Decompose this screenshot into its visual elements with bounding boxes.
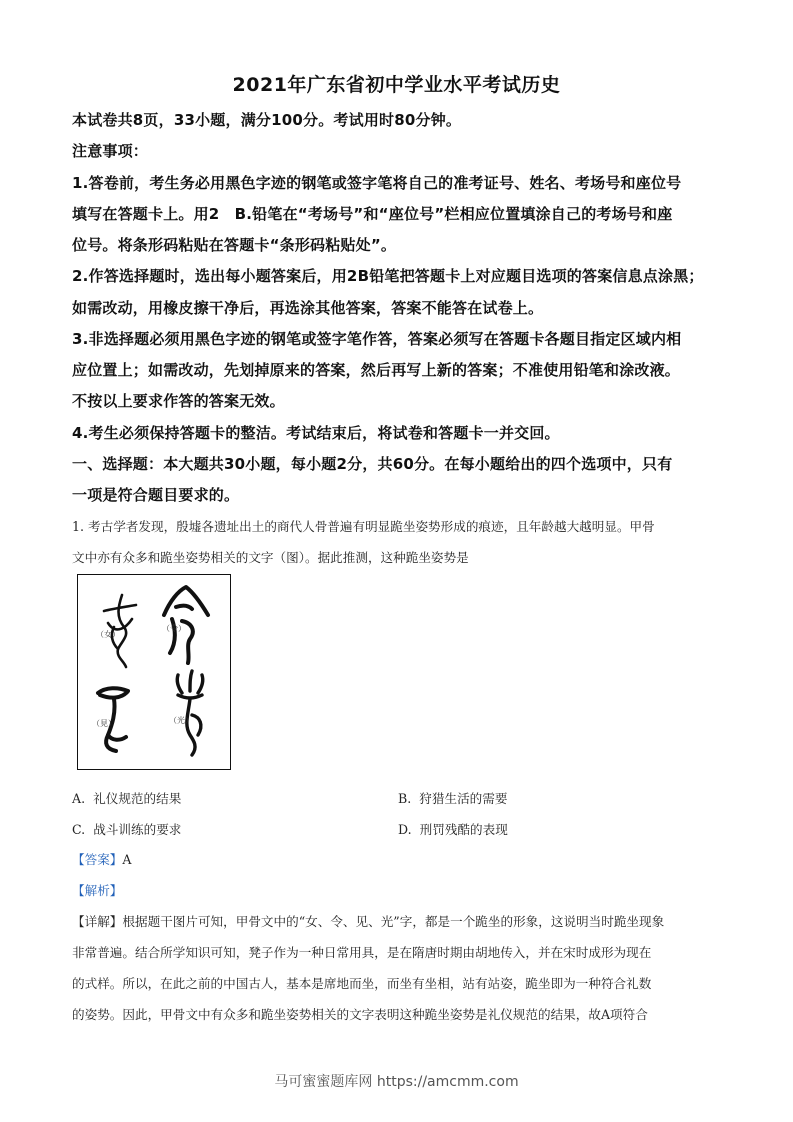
section-heading-line-2: 一项是符合题目要求的。	[72, 486, 240, 504]
notice-item-4: 4.考生必须保持答题卡的整洁。考试结束后，将试卷和答题卡一并交回。	[72, 424, 560, 442]
option-c	[72, 819, 181, 838]
caption-guang: （光）	[169, 716, 193, 725]
detail-line-1: 【详解】根据题干图片可知，甲骨文中的“女、令、见、光”字，都是一个跪坐的形象，这说明当时跪坐现象	[72, 914, 665, 929]
site-footer: 马可蜜蜜题库网 https://amcmm.com	[274, 1074, 519, 1090]
option-a-letter: A.	[72, 791, 86, 806]
option-a-text: 礼仪规范的结果	[93, 791, 182, 806]
glyph-guang	[177, 671, 203, 755]
detail-line-4: 的姿势。因此，甲骨文中有众多和跪坐姿势相关的文字表明这种跪坐姿势是礼仪规范的结果，故A项符合	[72, 1007, 648, 1022]
answer-tag: 【答案】	[72, 852, 123, 867]
section-heading-line-1: 一、选择题：本大题共30小题，每小题2分，共60分。在每小题给出的四个选项中，只有	[72, 455, 673, 473]
caption-ling: （令）	[162, 624, 186, 633]
detail-line-3: 的式样。所以，在此之前的中国古人，基本是席地而坐，而坐有坐相，站有站姿，跪坐即为一种符合礼数	[72, 976, 652, 991]
option-b-letter: B.	[398, 791, 412, 806]
question-1-stem-line-2: 文中亦有众多和跪坐姿势相关的文字（图）。据此推测，这种跪坐姿势是	[72, 550, 469, 565]
notice-item-1-line-2: 填写在答题卡上。用2 B.铅笔在“考场号”和“座位号”栏相应位置填涂自己的考场号和座	[72, 205, 673, 223]
detail-line-2: 非常普遍。结合所学知识可知，凳子作为一种日常用具，是在隋唐时期由胡地传入，并在宋时成形为现在	[72, 945, 652, 960]
notice-item-2-line-2: 如需改动，用橡皮擦干净后，再选涂其他答案，答案不能答在试卷上。	[72, 299, 544, 317]
oracle-bone-glyphs	[78, 575, 232, 771]
option-b	[398, 788, 507, 807]
option-d-letter: D.	[398, 822, 412, 837]
option-d	[398, 819, 508, 838]
notice-item-3-line-3: 不按以上要求作答的答案无效。	[72, 392, 285, 410]
option-c-text: 战斗训练的要求	[93, 822, 182, 837]
question-1-stem-line-1: 1. 考古学者发现，殷墟各遗址出土的商代人骨普遍有明显跪坐姿势形成的痕迹，且年龄越大越明显。甲骨	[72, 519, 655, 534]
answer-line	[72, 849, 131, 868]
notice-item-3-line-2: 应位置上；如需改动，先划掉原来的答案，然后再写上新的答案；不准使用铅笔和涂改液。	[72, 361, 681, 379]
option-c-letter: C.	[72, 822, 86, 837]
notice-item-1-line-1: 1.答卷前，考生务必用黑色字迹的钢笔或签字笔将自己的准考证号、姓名、考场号和座位号	[72, 174, 682, 192]
caption-nv: （女）	[96, 630, 120, 639]
oracle-bone-figure	[77, 574, 231, 770]
option-d-text: 刑罚残酷的表现	[419, 822, 508, 837]
option-a	[72, 788, 181, 807]
answer-value: A	[122, 852, 132, 867]
exam-info-line: 本试卷共8页，33小题，满分100分。考试用时80分钟。	[72, 111, 462, 129]
page-title: 2021年广东省初中学业水平考试历史	[232, 74, 561, 96]
notice-item-1-line-3: 位号。将条形码粘贴在答题卡“条形码粘贴处”。	[72, 236, 397, 254]
notice-heading: 注意事项：	[72, 142, 149, 160]
caption-jian: （見）	[92, 719, 116, 728]
notice-item-3-line-1: 3.非选择题必须用黑色字迹的钢笔或签字笔作答，答案必须写在答题卡各题目指定区域内相	[72, 330, 682, 348]
notice-item-2-line-1: 2.作答选择题时，选出每小题答案后，用2B铅笔把答题卡上对应题目选项的答案信息点涂黑；	[72, 267, 704, 285]
analysis-tag: 【解析】	[72, 883, 123, 898]
option-b-text: 狩猎生活的需要	[419, 791, 508, 806]
